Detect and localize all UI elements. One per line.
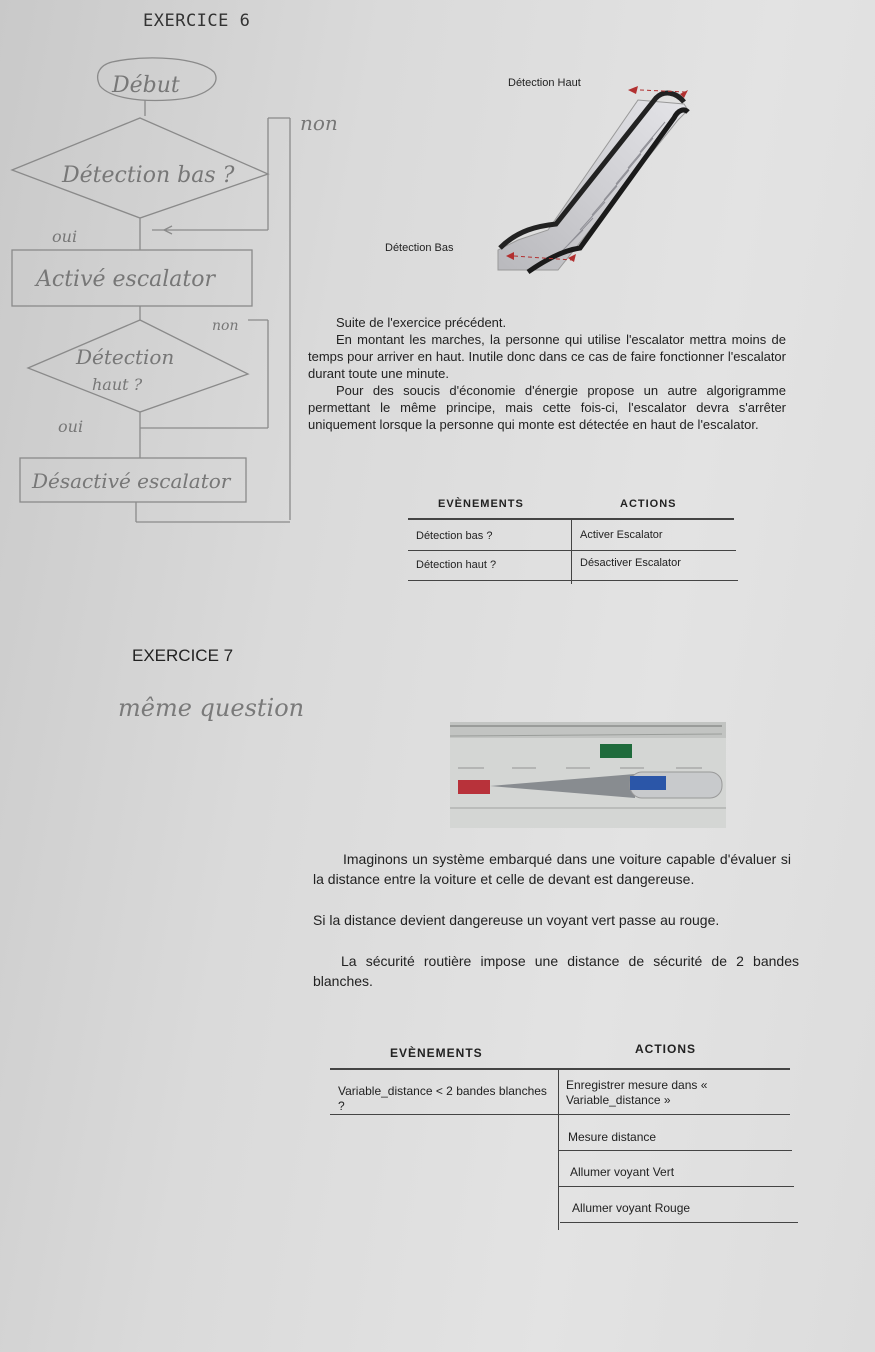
red-car [458,780,490,794]
exercise-6-title: EXERCICE 6 [143,11,251,31]
exercise-7-title: EXERCICE 7 [132,646,234,665]
decision-high-label-1: Détection [76,345,175,369]
ex6-table [408,498,738,588]
ex6-event-1: Détection bas ? [416,530,493,542]
flowchart-diagram [0,50,360,530]
ex7-action-2: Mesure distance [568,1130,657,1144]
ex6-event-2: Détection haut ? [416,559,497,571]
non-label-2: non [212,318,239,334]
ex7-action-4: Allumer voyant Rouge [572,1201,691,1215]
green-light [600,744,632,758]
handwritten-note: même question [118,694,305,722]
escalator-image [488,80,698,290]
ex6-paragraph-1: Suite de l'exercice précédent. [336,315,507,330]
ex6-col-events: EVÈNEMENTS [438,498,524,510]
decision-low-label: Détection bas ? [62,163,235,188]
detection-haut-label: Détection Haut [508,77,581,89]
ex6-action-1: Activer Escalator [580,529,663,541]
ex7-paragraph-1: Imaginons un système embarqué dans une voiture capable d'évaluer si la distance entre la voiture et celle de devant est dangereuse. [313,851,791,887]
oui-label-2: oui [58,417,84,436]
car-distance-image [450,722,726,828]
blue-car [630,776,666,790]
ex7-action-1: Enregistrer mesure dans « Variable_distance » [566,1078,708,1107]
detection-bas-label: Détection Bas [385,242,454,254]
ex7-col-events: EVÈNEMENTS [390,1046,483,1060]
ex6-paragraph-3: Pour des soucis d'économie d'énergie propose un autre algorigramme permettant le même principe, mais cette fois-ci, l'escalator devra s'arrêter uniquement lorsque la personne qui monte est détectée en haut de l'escalator. [308,383,786,432]
ex7-event-1: Variable_distance < 2 bandes blanches ? [338,1084,547,1113]
oui-label-1: oui [52,227,78,246]
ex7-paragraph-3: La sécurité routière impose une distance de sécurité de 2 bandes blanches. [313,953,799,989]
start-label: Début [112,73,180,98]
decision-high-label-2: haut ? [92,375,143,394]
non-label-1: non [300,111,338,135]
ex7-col-actions: ACTIONS [635,1042,696,1056]
ex7-table [330,1042,800,1232]
ex6-action-2: Désactiver Escalator [580,557,681,569]
ex7-paragraph-2: Si la distance devient dangereuse un voyant vert passe au rouge. [313,912,720,928]
ex6-paragraph-2: En montant les marches, la personne qui utilise l'escalator mettra moins de temps pour arriver en haut. Inutile donc dans ce cas de faire fonctionner l'escalator durant toute une minute. [308,332,786,381]
ex7-action-3: Allumer voyant Vert [570,1165,675,1179]
action-deactivate-label: Désactivé escalator [32,469,231,493]
action-activate-label: Activé escalator [36,267,216,292]
ex6-col-actions: ACTIONS [620,498,677,510]
